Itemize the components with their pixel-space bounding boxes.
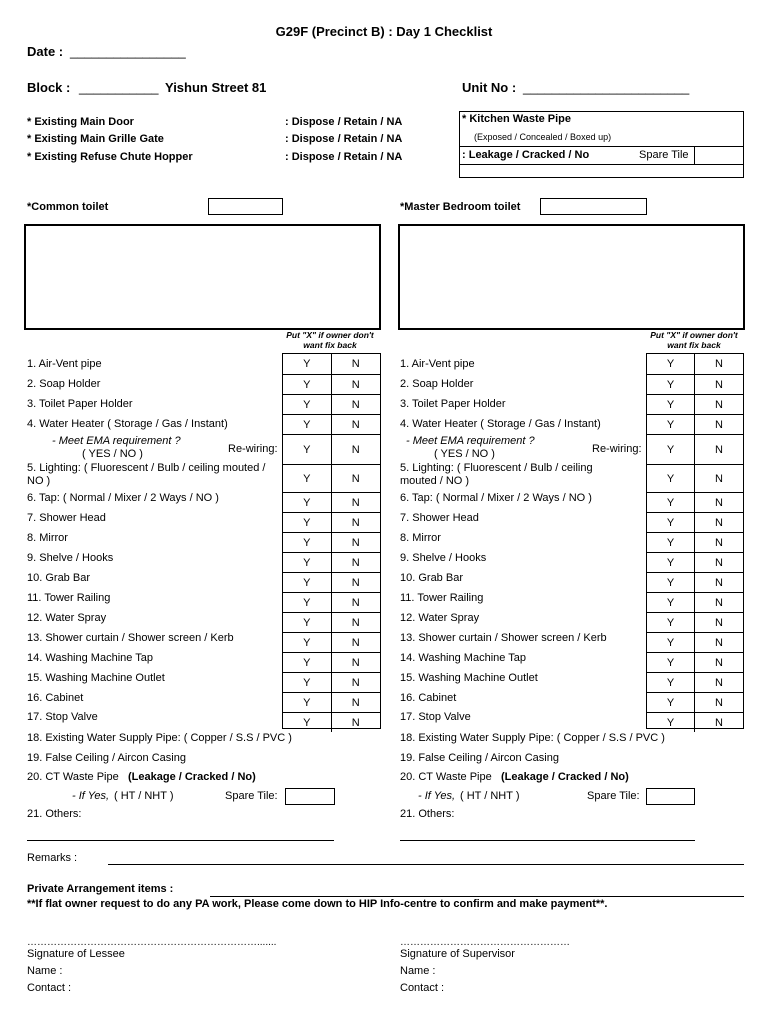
yes-option[interactable]: Y [647, 435, 695, 464]
right-yn-row-wm-outlet [647, 672, 743, 692]
right-item-stop-valve: 17. Stop Valve [400, 711, 471, 723]
left-yn-row-water-spray [283, 612, 380, 632]
yes-option[interactable]: Y [647, 613, 695, 632]
left-item-ema-options: ( YES / NO ) [82, 448, 143, 460]
lessee-name-label: Name : [27, 965, 63, 977]
common-toilet-yn-grid [282, 353, 381, 729]
right-item-water-supply: 18. Existing Water Supply Pipe: ( Copper / S.S / PVC ) [400, 732, 665, 744]
common-toilet-notes-box[interactable] [24, 224, 381, 330]
no-option[interactable]: N [351, 398, 360, 411]
right-item-shower-curtain: 13. Shower curtain / Shower screen / Kerb [400, 632, 607, 644]
block-label: Block : [27, 80, 71, 95]
right-yn-row-rewiring [647, 434, 743, 464]
yes-option[interactable]: Y [647, 713, 695, 732]
right-yn-row-tap [647, 492, 743, 512]
right-yn-row-soap-holder [647, 374, 743, 394]
no-option[interactable]: N [715, 536, 723, 549]
no-option[interactable]: N [715, 596, 723, 609]
right-item-soap-holder: 2. Soap Holder [400, 378, 474, 390]
right-item-cabinet: 16. Cabinet [400, 692, 457, 704]
no-option[interactable]: N [351, 576, 360, 589]
right-item-toilet-paper: 3. Toilet Paper Holder [400, 398, 506, 410]
right-item-ct-waste-cond: (Leakage / Cracked / No) [501, 771, 629, 783]
right-item-lighting: 5. Lighting: ( Fluorescent / Bulb / ceiling [400, 462, 593, 474]
supervisor-signature-label: Signature of Supervisor [400, 948, 515, 960]
no-option[interactable]: N [715, 676, 723, 689]
left-yn-row-cabinet [283, 692, 380, 712]
yes-option[interactable]: Y [647, 375, 695, 394]
no-option[interactable]: N [351, 696, 360, 709]
right-item-wm-outlet: 15. Washing Machine Outlet [400, 672, 538, 684]
yes-option[interactable]: Y [283, 693, 332, 712]
unit-field[interactable]: _______________________ [523, 80, 690, 95]
left-spare-tile-box[interactable] [285, 788, 335, 805]
kitchen-title: * Kitchen Waste Pipe [462, 113, 572, 125]
no-option[interactable]: N [351, 443, 360, 456]
left-item-shower-curtain: 13. Shower curtain / Shower screen / Kerb [27, 632, 234, 644]
page-title: G29F (Precinct B) : Day 1 Checklist [275, 24, 493, 39]
yes-option[interactable]: Y [283, 593, 332, 612]
yes-option[interactable]: Y [283, 613, 332, 632]
left-yn-row-tower-railing [283, 592, 380, 612]
yes-option[interactable]: Y [647, 513, 695, 532]
pa-note: **If flat owner request to do any PA work, Please come down to HIP Info-centre to confirm and make payment**. [27, 898, 608, 910]
yes-option[interactable]: Y [283, 395, 332, 414]
no-option[interactable]: N [351, 378, 360, 391]
master-toilet-title: *Master Bedroom toilet [400, 201, 521, 213]
no-option[interactable]: N [351, 496, 360, 509]
left-item-spare-tile: Spare Tile: [225, 790, 278, 802]
right-item-rewiring: Re-wiring: [592, 443, 642, 455]
existing-main-door-label: * Existing Main Door [27, 116, 134, 128]
left-item-air-vent: 1. Air-Vent pipe [27, 358, 102, 370]
left-yn-row-water-heater [283, 414, 380, 434]
yes-option[interactable]: Y [647, 533, 695, 552]
lessee-signature-label: Signature of Lessee [27, 948, 125, 960]
left-item-tap: 6. Tap: ( Normal / Mixer / 2 Ways / NO ) [27, 492, 219, 504]
left-item-shelve: 9. Shelve / Hooks [27, 552, 114, 564]
right-item-ht: ( HT / NHT ) [460, 790, 520, 802]
yes-option[interactable]: Y [283, 653, 332, 672]
yes-option[interactable]: Y [647, 465, 695, 492]
no-option[interactable]: N [351, 516, 360, 529]
right-item-tower-railing: 11. Tower Railing [400, 592, 484, 604]
street-name: Yishun Street 81 [165, 80, 267, 95]
no-option[interactable]: N [715, 556, 723, 569]
left-item-ct-waste: 20. CT Waste Pipe [27, 771, 119, 783]
right-yn-row-grab-bar [647, 572, 743, 592]
left-item-rewiring: Re-wiring: [228, 443, 278, 455]
left-item-false-ceiling: 19. False Ceiling / Aircon Casing [27, 752, 186, 764]
right-item-grab-bar: 10. Grab Bar [400, 572, 463, 584]
no-option[interactable]: N [351, 596, 360, 609]
no-option[interactable]: N [715, 472, 723, 485]
left-yn-row-shower-curtain [283, 632, 380, 652]
right-item-ema: - Meet EMA requirement ? [406, 435, 535, 447]
left-item-water-supply: 18. Existing Water Supply Pipe: ( Copper / S.S / PVC ) [27, 732, 292, 744]
no-option[interactable]: N [351, 536, 360, 549]
remarks-line[interactable] [108, 864, 744, 865]
master-toilet-note: Put "X" if owner don't want fix back [650, 330, 738, 350]
right-yn-row-water-spray [647, 612, 743, 632]
yes-option[interactable]: Y [283, 633, 332, 652]
right-others-line[interactable] [400, 840, 695, 841]
yes-option[interactable]: Y [647, 395, 695, 414]
right-item-air-vent: 1. Air-Vent pipe [400, 358, 475, 370]
left-yn-row-shelve [283, 552, 380, 572]
right-item-tap: 6. Tap: ( Normal / Mixer / 2 Ways / NO ) [400, 492, 592, 504]
right-item-shelve: 9. Shelve / Hooks [400, 552, 487, 564]
left-yn-row-tap [283, 492, 380, 512]
date-field[interactable]: ________________ [70, 44, 186, 59]
yes-option[interactable]: Y [283, 533, 332, 552]
right-yn-row-water-heater [647, 414, 743, 434]
supervisor-name-label: Name : [400, 965, 436, 977]
yes-option[interactable]: Y [647, 354, 695, 374]
existing-grille-gate-label: * Existing Main Grille Gate [27, 133, 164, 145]
left-yn-row-toilet-paper [283, 394, 380, 414]
right-yn-row-shower-head [647, 512, 743, 532]
left-yn-row-air-vent [283, 354, 380, 374]
yes-option[interactable]: Y [647, 573, 695, 592]
left-item-wm-outlet: 15. Washing Machine Outlet [27, 672, 165, 684]
yes-option[interactable]: Y [647, 653, 695, 672]
pa-line[interactable] [210, 896, 744, 897]
yes-option[interactable]: Y [283, 375, 332, 394]
right-yn-row-lighting [647, 464, 743, 492]
left-yn-row-mirror [283, 532, 380, 552]
right-yn-row-wm-tap [647, 652, 743, 672]
right-item-lighting-cont: mouted / NO ) [400, 475, 470, 487]
right-yn-row-tower-railing [647, 592, 743, 612]
left-item-ct-waste-cond: (Leakage / Cracked / No) [128, 771, 256, 783]
left-yn-row-soap-holder [283, 374, 380, 394]
left-yn-row-shower-head [283, 512, 380, 532]
no-option[interactable]: N [351, 636, 360, 649]
right-item-shower-head: 7. Shower Head [400, 512, 479, 524]
yes-option[interactable]: Y [647, 693, 695, 712]
right-item-ct-waste: 20. CT Waste Pipe [400, 771, 492, 783]
right-yn-row-shower-curtain [647, 632, 743, 652]
no-option[interactable]: N [351, 358, 360, 370]
lessee-signature-line[interactable]: ……………………………………………………………....... [27, 937, 277, 948]
right-yn-row-cabinet [647, 692, 743, 712]
no-option[interactable]: N [715, 398, 723, 411]
yes-option[interactable]: Y [283, 465, 332, 492]
right-item-others: 21. Others: [400, 808, 455, 820]
left-item-ht: ( HT / NHT ) [114, 790, 174, 802]
left-item-shower-head: 7. Shower Head [27, 512, 106, 524]
no-option[interactable]: N [715, 516, 723, 529]
left-item-toilet-paper: 3. Toilet Paper Holder [27, 398, 133, 410]
no-option[interactable]: N [351, 472, 360, 485]
pa-label: Private Arrangement items : [27, 883, 174, 895]
right-yn-row-air-vent [647, 354, 743, 374]
right-yn-row-mirror [647, 532, 743, 552]
yes-option[interactable]: Y [647, 633, 695, 652]
no-option[interactable]: N [715, 496, 723, 509]
no-option[interactable]: N [351, 556, 360, 569]
yes-option[interactable]: Y [283, 435, 332, 464]
existing-chute-hopper-label: * Existing Refuse Chute Hopper [27, 151, 193, 163]
no-option[interactable]: N [351, 616, 360, 629]
right-item-water-spray: 12. Water Spray [400, 612, 480, 624]
yes-option[interactable]: Y [283, 673, 332, 692]
right-item-spare-tile: Spare Tile: [587, 790, 640, 802]
left-item-ema: - Meet EMA requirement ? [52, 435, 181, 447]
yes-option[interactable]: Y [647, 593, 695, 612]
lessee-contact-label: Contact : [27, 982, 72, 994]
no-option[interactable]: N [715, 443, 723, 456]
no-option[interactable]: N [351, 656, 360, 669]
left-yn-row-rewiring [283, 434, 380, 464]
left-others-line[interactable] [27, 840, 334, 841]
master-toilet-input[interactable] [540, 198, 647, 215]
date-label: Date : [27, 44, 64, 59]
master-toilet-notes-box[interactable] [398, 224, 745, 330]
block-field[interactable]: ___________ [79, 80, 159, 95]
right-item-false-ceiling: 19. False Ceiling / Aircon Casing [400, 752, 559, 764]
no-option[interactable]: N [715, 358, 723, 370]
left-yn-row-lighting [283, 464, 380, 492]
yes-option[interactable]: Y [647, 415, 695, 434]
left-item-grab-bar: 10. Grab Bar [27, 572, 90, 584]
left-item-mirror: 8. Mirror [27, 532, 68, 544]
existing-grille-gate-options[interactable]: : Dispose / Retain / NA [285, 133, 403, 145]
supervisor-contact-label: Contact : [400, 982, 445, 994]
left-item-water-heater: 4. Water Heater ( Storage / Gas / Instant) [27, 418, 228, 430]
left-item-tower-railing: 11. Tower Railing [27, 592, 111, 604]
left-yn-row-wm-outlet [283, 672, 380, 692]
yes-option[interactable]: Y [647, 553, 695, 572]
right-item-ema-options: ( YES / NO ) [434, 448, 495, 460]
yes-option[interactable]: Y [647, 673, 695, 692]
no-option[interactable]: N [715, 576, 723, 589]
no-option[interactable]: N [351, 418, 360, 431]
left-item-lighting-cont: NO ) [27, 475, 51, 487]
existing-chute-hopper-options[interactable]: : Dispose / Retain / NA [285, 151, 403, 163]
left-item-lighting: 5. Lighting: ( Fluorescent / Bulb / ceiling mouted / [27, 462, 266, 474]
master-toilet-yn-grid [646, 353, 744, 729]
yes-option[interactable]: Y [283, 354, 332, 374]
right-item-if-yes: - If Yes, [418, 790, 456, 802]
left-item-cabinet: 16. Cabinet [27, 692, 84, 704]
yes-option[interactable]: Y [283, 573, 332, 592]
yes-option[interactable]: Y [283, 713, 332, 732]
right-item-wm-tap: 14. Washing Machine Tap [400, 652, 526, 664]
kitchen-condition[interactable]: : Leakage / Cracked / No [462, 149, 590, 161]
kitchen-spare-box[interactable] [694, 146, 744, 165]
kitchen-spare-label: Spare Tile [639, 149, 689, 161]
no-option[interactable]: N [715, 378, 723, 391]
unit-label: Unit No : [462, 80, 517, 95]
no-option[interactable]: N [351, 676, 360, 689]
right-yn-row-shelve [647, 552, 743, 572]
common-toilet-note: Put "X" if owner don't want fix back [286, 330, 374, 350]
right-spare-tile-box[interactable] [646, 788, 695, 805]
yes-option[interactable]: Y [283, 415, 332, 434]
yes-option[interactable]: Y [283, 493, 332, 512]
right-item-water-heater: 4. Water Heater ( Storage / Gas / Instant) [400, 418, 601, 430]
no-option[interactable]: N [715, 636, 723, 649]
right-yn-row-stop-valve [647, 712, 743, 732]
remarks-label: Remarks : [27, 852, 78, 864]
no-option[interactable]: N [715, 418, 723, 431]
left-yn-row-grab-bar [283, 572, 380, 592]
no-option[interactable]: N [715, 616, 723, 629]
no-option[interactable]: N [715, 656, 723, 669]
no-option[interactable]: N [715, 696, 723, 709]
yes-option[interactable]: Y [283, 513, 332, 532]
left-item-if-yes: - If Yes, [72, 790, 110, 802]
left-item-wm-tap: 14. Washing Machine Tap [27, 652, 153, 664]
common-toilet-title: *Common toilet [27, 201, 109, 213]
existing-main-door-options[interactable]: : Dispose / Retain / NA [285, 116, 403, 128]
no-option[interactable]: N [351, 716, 360, 729]
yes-option[interactable]: Y [647, 493, 695, 512]
left-item-stop-valve: 17. Stop Valve [27, 711, 98, 723]
left-item-soap-holder: 2. Soap Holder [27, 378, 101, 390]
supervisor-signature-line[interactable]: …………………………………………… [400, 937, 570, 948]
right-item-mirror: 8. Mirror [400, 532, 441, 544]
left-yn-row-wm-tap [283, 652, 380, 672]
right-yn-row-toilet-paper [647, 394, 743, 414]
yes-option[interactable]: Y [283, 553, 332, 572]
no-option[interactable]: N [715, 716, 723, 729]
left-yn-row-stop-valve [283, 712, 380, 732]
left-item-water-spray: 12. Water Spray [27, 612, 107, 624]
kitchen-sub: (Exposed / Concealed / Boxed up) [474, 132, 612, 142]
common-toilet-input[interactable] [208, 198, 283, 215]
left-item-others: 21. Others: [27, 808, 82, 820]
